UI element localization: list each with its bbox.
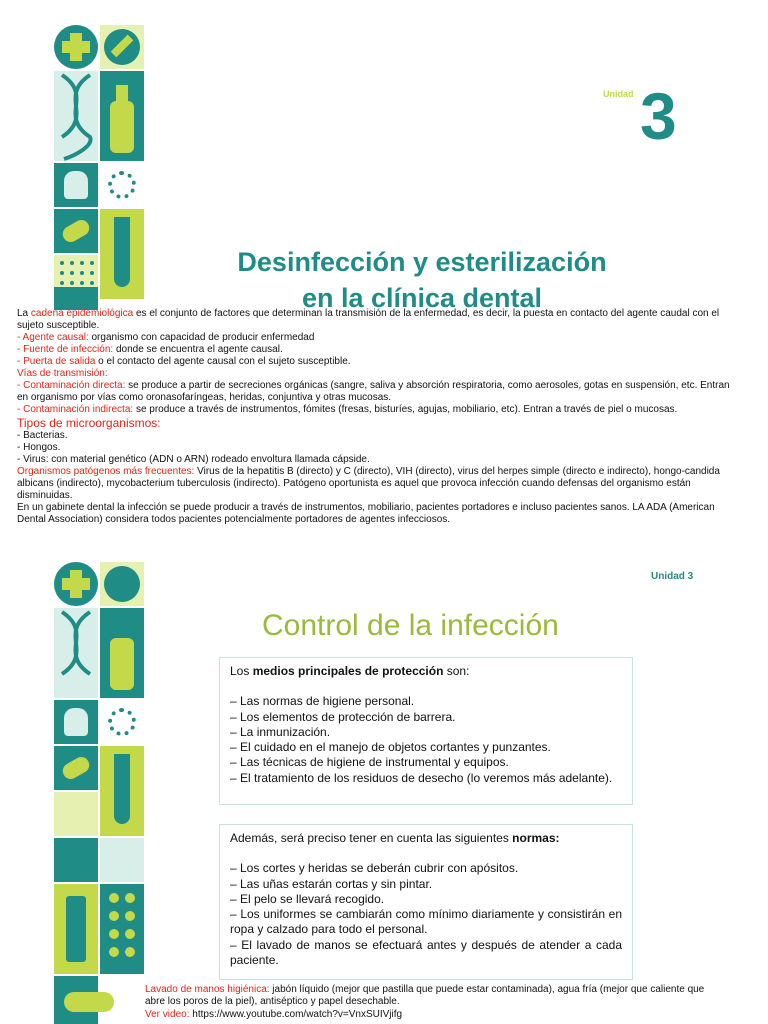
tooth-icon (54, 163, 98, 207)
list-item: – Las normas de higiene personal. (230, 694, 415, 709)
decorative-strip-page2 (54, 562, 144, 1024)
unit-number: 3 (640, 79, 677, 153)
spray-bottle-icon (100, 608, 144, 698)
video-link-line[interactable] (145, 1009, 402, 1021)
bacteria-icon (54, 746, 98, 790)
dna-icon (54, 608, 98, 698)
list-item: - Agente causal: organismo con capacidad de producir enfermedad (17, 332, 315, 343)
patogenos-paragraph: Organismos patógenos más frecuentes: Virus de la hepatitis B (directo) y C (directo), VIH (directo), virus del herpes simple (directo e indirecto), hongo-candida albicans (indirecto), mycobacterium tuberculosis (indirecto). Patógeno oportunista es aquel que provoca infección cuando defensas del organismo están disminuidas. (17, 466, 720, 501)
tipos-heading: Tipos de microorganismos: (17, 416, 161, 430)
medical-cross-icon (54, 562, 98, 606)
battery-icon (54, 884, 98, 974)
decorative-strip-page1 (54, 25, 144, 310)
list-item: - Virus: con material genético (ADN o ARN) rodeado envoltura llamada cápside. (17, 454, 370, 465)
norms-box (219, 824, 633, 980)
video-url[interactable]: https://www.youtube.com/watch?v=VnxSUIVjifg (189, 1009, 403, 1020)
list-item: – Las uñas estarán cortas y sin pintar. (230, 876, 433, 891)
list-item: – El pelo se llevará recogido. (230, 891, 385, 906)
list-item: - Hongos. (17, 442, 61, 453)
medical-cross-icon (54, 25, 98, 69)
video-label: Ver video: (145, 1009, 190, 1020)
list-item: – El cuidado en el manejo de objetos cortantes y punzantes. (230, 740, 551, 755)
test-tube-icon (100, 209, 144, 299)
list-item: – Los cortes y heridas se deberán cubrir con apósitos. (230, 861, 519, 876)
unit-label: Unidad (603, 89, 634, 99)
bacteria-icon (54, 209, 98, 253)
virus-icon (100, 163, 144, 207)
list-item: – El lavado de manos se efectuará antes y después de atender a cada paciente. (230, 937, 622, 968)
pill-icon (100, 25, 144, 69)
paperclip-icon (54, 287, 98, 310)
leaf-icon (100, 838, 144, 882)
list-item: – Los uniformes se cambiarán como mínimo diariamente y consistirán en ropa y calzado para todo el personal. (230, 907, 622, 937)
list-item: - Fuente de infección: donde se encuentra el agente causal. (17, 344, 283, 355)
dna-icon (54, 71, 98, 161)
list-item: - Puerta de salida o el contacto del agente causal con el sujeto susceptible. (17, 356, 351, 367)
box-intro: Los medios principales de protección son: (230, 664, 470, 678)
list-item: – El tratamiento de los residuos de desecho (lo veremos más adelante). (230, 770, 613, 785)
test-tube-icon (100, 746, 144, 836)
virus-icon (100, 700, 144, 744)
pill-icon (100, 562, 144, 606)
lavado-paragraph: Lavado de manos higiénica: jabón líquido (mejor que pastilla que puede estar contaminada), agua fría (mejor que caliente que abre los poros de la piel), antiséptico y papel desechable. (145, 984, 705, 1007)
list-item: - Contaminación directa: se produce a partir de secreciones orgánicas (sangre, saliva y absorción respiratoria, como aerosoles, gotas en suspensión, etc. Entran en organismo por vías como oronasofaríngeas, heridas, conjuntiva y otras mucosas. (17, 380, 730, 403)
dots-pattern-icon (54, 792, 98, 836)
spray-bottle-icon (100, 71, 144, 161)
list-item: - Contaminación indirecta: se produce a través de instrumentos, fómites (fresas, bisturíes, agujas, mobiliario, etc). Entran a través de piel o mucosas. (17, 404, 678, 415)
protection-box (219, 657, 633, 805)
blister-pack-icon (100, 884, 144, 974)
intro-paragraph: La cadena epidemiológica es el conjunto de factores que determinan la transmisión de la enfermedad, es decir, la puesta en contacto del agente caudal con el sujeto susceptible. (17, 308, 720, 331)
tooth-icon (54, 700, 98, 744)
list-item: – Las técnicas de higiene de instrumental y equipos. (230, 755, 509, 770)
page-title (180, 244, 664, 316)
page-title-line2: en la clínica dental (301, 283, 543, 313)
list-item: – Los elementos de protección de barrera. (230, 709, 456, 724)
list-item: – La inmunización. (230, 724, 331, 739)
paperclip-icon (54, 838, 98, 882)
page-title-line1: Desinfección y esterilización (237, 247, 607, 277)
bacteria-icon (54, 976, 98, 1024)
unit-label: Unidad 3 (651, 571, 694, 582)
page1-body (17, 308, 733, 526)
box-intro: Además, será preciso tener en cuenta las siguientes normas: (230, 831, 560, 845)
list-item: - Bacterias. (17, 430, 68, 441)
vias-heading: Vías de transmisión: (17, 368, 108, 379)
gabinete-paragraph: En un gabinete dental la infección se puede producir a través de instrumentos, mobiliario, pacientes portadores e incluso pacientes sanos. LA ADA (American Dental Association) considera todos pacientes potencialmente portadores de agentes infecciosos. (17, 502, 715, 525)
section-title: Control de la infección (262, 609, 559, 642)
